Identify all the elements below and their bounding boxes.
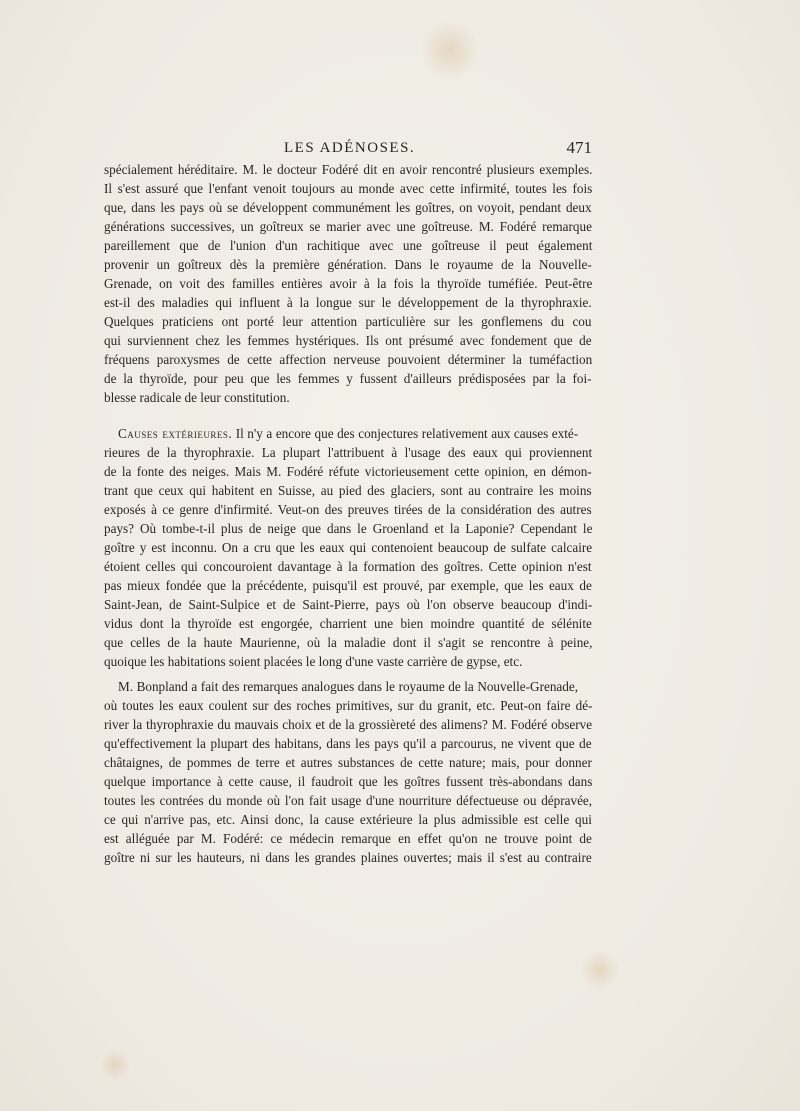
paragraph-hereditary bbox=[104, 160, 592, 407]
text-line: qu'effectivement la plupart des habitans, dans les pays qu'il a parcourus, ne vivent que de bbox=[104, 736, 592, 751]
text-line: spécialement héréditaire. M. le docteur Fodéré dit en avoir rencontré plusieurs exemples. bbox=[104, 162, 593, 177]
text-line: rieures de la thyrophraxie. La plupart l'attribuent à l'usage des eaux qui proviennent bbox=[104, 445, 593, 460]
text-line: est alléguée par M. Fodéré: ce médecin remarque en effet qu'on ne trouve point de bbox=[104, 831, 592, 846]
text-run: Il n'y a encore que des conjectures relativement aux causes exté- bbox=[232, 426, 579, 441]
paper-stain bbox=[100, 1050, 130, 1080]
text-line: fréquens paroxysmes de cette affection nerveuse pouvoient déterminer la tuméfaction bbox=[104, 352, 593, 367]
text-line: quelque importance à cette cause, il faudroit que les goîtres fussent très-abondans dans bbox=[104, 774, 593, 789]
text-line: toutes les contrées du monde où l'on fait usage d'une nourriture défectueuse ou dépravée, bbox=[104, 793, 593, 808]
text-line: générations successives, un goîtreux se marier avec une goîtreuse. M. Fodéré remarque bbox=[104, 219, 592, 234]
text-line: Saint-Jean, de Saint-Sulpice et de Saint-Pierre, pays où l'on observe beaucoup d'indi- bbox=[104, 597, 593, 612]
text-line: blesse radicale de leur constitution. bbox=[104, 390, 290, 405]
text-line: river la thyrophraxie du mauvais choix et de la grossièreté des alimens? M. Fodéré observe bbox=[104, 717, 593, 732]
text-line: pays? Où tombe-t-il plus de neige que dans le Groenland et la Laponie? Cependant le bbox=[104, 521, 593, 536]
text-line: qui surviennent chez les femmes hystériques. Ils ont présumé avec fondement que de bbox=[104, 333, 592, 348]
text-line: vidus dont la thyroïde est engorgée, charrient une bien moindre quantité de sélénite bbox=[104, 616, 592, 631]
text-line bbox=[104, 424, 592, 443]
text-line: est-il des maladies qui influent à la longue sur le développement de la thyrophraxie. bbox=[104, 295, 592, 310]
text-line: goître ni sur les hauteurs, ni dans les grandes plaines ouvertes; mais il s'est au contraire bbox=[104, 850, 592, 865]
text-line: de la fonte des neiges. Mais M. Fodéré réfute victorieusement cette opinion, en démon- bbox=[104, 464, 592, 479]
text-line: que celles de la haute Maurienne, où la maladie dont il s'agit se rencontre à peine, bbox=[104, 635, 593, 650]
page-number: 471 bbox=[566, 138, 592, 157]
text-line: Grenade, on voit des familles entières avoir à la fois la thyroïde tuméfiée. Peut-être bbox=[104, 276, 593, 291]
paper-stain bbox=[580, 950, 620, 990]
text-line: quoique les habitations soient placées le long d'une vaste carrière de gypse, etc. bbox=[104, 654, 523, 669]
text-line: Il s'est assuré que l'enfant venoit toujours au monde avec cette infirmité, toutes les fois bbox=[104, 181, 593, 196]
running-title: LES ADÉNOSES. bbox=[284, 140, 416, 156]
text-line: exposés à ce genre d'infirmité. Veut-on des preuves tirées de la considération des autres bbox=[104, 502, 592, 517]
paragraph-external-causes bbox=[104, 424, 592, 671]
text-line: que, dans les pays où se développent communément les goîtres, on voyoit, pendant deux bbox=[104, 200, 592, 215]
paragraph-bonpland bbox=[104, 677, 592, 867]
text-line: pas mieux fondée que la précédente, puisqu'il est prouvé, par exemple, que les eaux de bbox=[104, 578, 592, 593]
text-line: où toutes les eaux coulent sur des roches primitives, sur du granit, etc. Peut-on faire dé- bbox=[104, 698, 593, 713]
section-heading: Causes extérieures. bbox=[118, 426, 233, 441]
text-line: provenir un goîtreux dès la première génération. Dans le royaume de la Nouvelle- bbox=[104, 257, 592, 272]
text-line: trant que ceux qui habitent en Suisse, au pied des glaciers, sont au contraire les moins bbox=[104, 483, 592, 498]
text-line: de la thyroïde, pour peu que les femmes y fussent d'ailleurs prédisposées par la foi- bbox=[104, 371, 592, 386]
paper-stain bbox=[420, 20, 480, 80]
text-line: goître y est inconnu. On a cru que les eaux qui contenoient beaucoup de sulfate calcaire bbox=[104, 540, 593, 555]
text-line: ce qui n'arrive pas, etc. Ainsi donc, la cause extérieure la plus admissible est celle qui bbox=[104, 812, 592, 827]
page-body bbox=[104, 160, 592, 867]
page-header bbox=[104, 138, 592, 162]
text-line: étoient celles qui concouroient davantage à la formation des goîtres. Cette opinion n'est bbox=[104, 559, 592, 574]
text-line: M. Bonpland a fait des remarques analogues dans le royaume de la Nouvelle-Grenade, bbox=[118, 679, 579, 694]
text-line: pareillement que de l'union d'un rachitique avec une goîtreuse il peut également bbox=[104, 238, 593, 253]
text-line: Quelques praticiens ont porté leur attention particulière sur les gonflemens du cou bbox=[104, 314, 592, 329]
text-line: châtaignes, de pommes de terre et autres substances de cette nature; mais, pour donner bbox=[104, 755, 592, 770]
